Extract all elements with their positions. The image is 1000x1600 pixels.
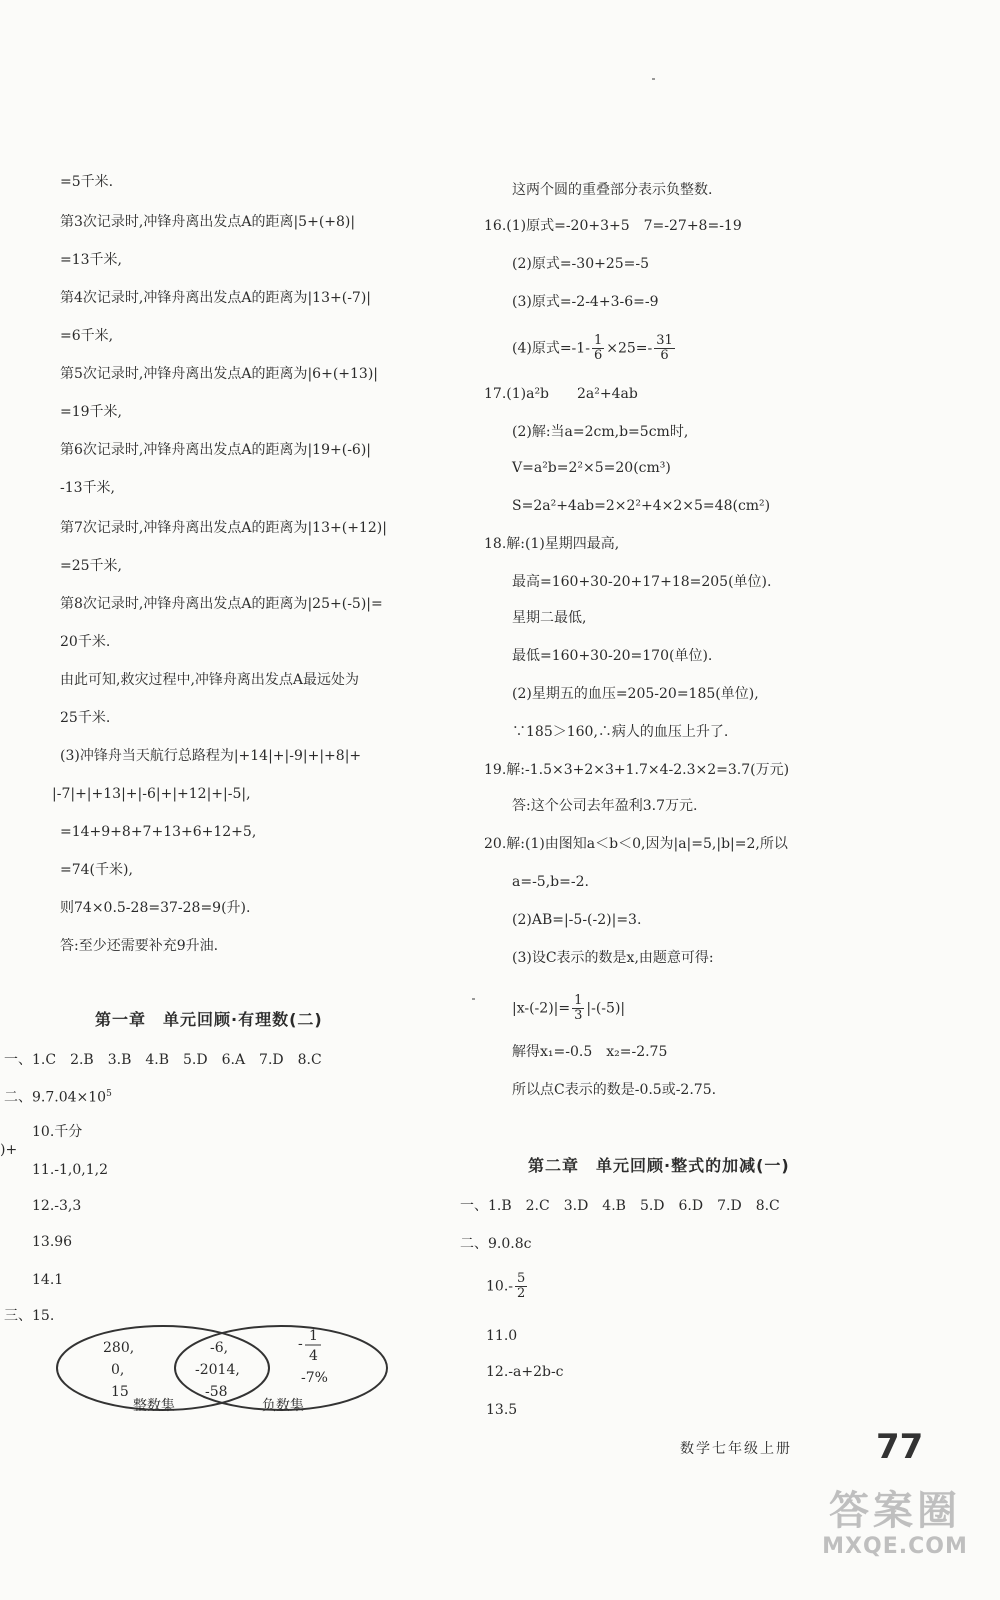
answer-line: a=-5,b=-2. [512,874,589,890]
answer-line: 13.96 [32,1234,73,1250]
answer-line: |x-(-2)|= $\frac{1}{3}$ |-(-5)| [512,993,626,1023]
speck [472,998,475,1000]
text-line: =6千米, [60,328,114,344]
answer-line: (3)原式=-2-4+3-6=-9 [512,294,659,310]
venn-item: 15 [111,1384,129,1400]
answer-line: 18.解:(1)星期四最高, [484,536,620,552]
answer-line: 20.解:(1)由图知a＜b＜0,因为|a|=5,|b|=2,所以 [484,836,788,852]
text-line: 第4次记录时,冲锋舟离出发点A的距离为|13+(-7)| [60,290,372,306]
text-line: 由此可知,救灾过程中,冲锋舟离出发点A最远处为 [60,672,360,688]
answer-line: 三、15. [4,1308,55,1324]
margin-mark: )+ [0,1142,18,1158]
fraction: $\frac{5}{2}$ [517,1271,526,1301]
answer-line: (3)设C表示的数是x,由题意可得: [512,950,714,966]
answer-line: ∵185＞160,∴病人的血压上升了. [512,724,729,740]
watermark [815,1488,975,1560]
text-line: =19千米, [60,404,122,420]
text-line: 第7次记录时,冲锋舟离出发点A的距离为|13+(+12)| [60,520,387,536]
fraction: $\frac{1}{6}$ [593,333,603,363]
answer-line: (2)解:当a=2cm,b=5cm时, [512,424,689,440]
text-line: |-7|+|+13|+|-6|+|+12|+|-5|, [52,786,251,802]
chapter-heading: 第二章 单元回顾·整式的加减(一) [528,1156,790,1175]
answer-line: 13.5 [486,1402,518,1418]
text-line: =14+9+8+7+13+6+12+5, [60,824,257,840]
text-line: 25千米. [60,710,111,726]
text-line: (3)冲锋舟当天航行总路程为|+14|+|-9|+|+8|+ [60,748,362,764]
answer-line: 11.0 [486,1328,518,1344]
answer-line: 解得x₁=-0.5 x₂=-2.75 [512,1044,668,1060]
text-line: 20千米. [60,634,111,650]
integer-set-label: 整数集 [133,1398,175,1414]
answer-line: 二、9.0.8c [460,1236,532,1252]
venn-item: -7% [301,1370,328,1386]
answer-line: S=2a²+4ab=2×2²+4×2×5=48(cm²) [512,498,771,514]
answer-line: V=a²b=2²×5=20(cm³) [512,460,671,476]
answer-line: 10.千分 [32,1124,83,1140]
answer-line: 19.解:-1.5×3+2×3+1.7×4-2.3×2=3.7(万元) [484,762,790,778]
venn-frac-den: 4 [309,1348,318,1364]
answer-line: (2)原式=-30+25=-5 [512,256,650,272]
text-line: =74(千米), [60,862,133,878]
text-line: 这两个圆的重叠部分表示负整数. [512,182,713,198]
answer-line: (2)星期五的血压=205-20=185(单位), [512,686,759,702]
negative-set-label: 负数集 [262,1398,304,1414]
answer-line: (4)原式=-1- $\frac{1}{6}$ ×25=- $\frac{31}{6}$ [512,333,673,363]
venn-frac-sign: - [298,1336,303,1352]
chapter-heading: 第一章 单元回顾·有理数(二) [95,1010,323,1029]
answer-line: 最高=160+30-20+17+18=205(单位). [512,574,772,590]
answer-line: 星期二最低, [512,610,587,626]
answer-line: 一、1.B 2.C 3.D 4.B 5.D 6.D 7.D 8.C [460,1198,780,1214]
answer-line: 答:这个公司去年盈利3.7万元. [512,798,698,814]
venn-item: -2014, [195,1362,240,1378]
venn-item: -58 [205,1384,228,1400]
text-line: =5千米. [60,174,114,190]
text-line: 第6次记录时,冲锋舟离出发点A的距离为|19+(-6)| [60,442,372,458]
venn-item: 0, [111,1362,125,1378]
fraction: $\frac{31}{6}$ [656,333,673,363]
venn-item: -6, [210,1340,229,1356]
answer-line: (2)AB=|-5-(-2)|=3. [512,912,642,928]
answer-line: 12.-a+2b-c [486,1364,564,1380]
fraction: $\frac{1}{3}$ [574,993,583,1023]
answer-line: 16.(1)原式=-20+3+5 7=-27+8=-19 [484,218,742,234]
answer-line: 最低=160+30-20=170(单位). [512,648,713,664]
text-line: 答:至少还需要补充9升油. [60,938,219,954]
venn-diagram [55,1320,395,1420]
text-line: 第3次记录时,冲锋舟离出发点A的距离|5+(+8)| [60,214,356,230]
answer-line: 一、1.C 2.B 3.B 4.B 5.D 6.A 7.D 8.C [4,1052,322,1068]
answer-line: 所以点C表示的数是-0.5或-2.75. [512,1082,717,1098]
book-label: 数学七年级上册 [680,1441,792,1457]
venn-item: 280, [103,1340,135,1356]
venn-frac-num: 1 [309,1328,318,1344]
text-line: 第5次记录时,冲锋舟离出发点A的距离为|6+(+13)| [60,366,379,382]
text-line: =25千米, [60,558,122,574]
text-line: 则74×0.5-28=37-28=9(升). [60,900,251,916]
page-number: 77 [876,1427,924,1467]
answer-line: 二、$9.7.04\times 10^5$ [4,1089,112,1106]
watermark-url: MXQE.COM [822,1534,968,1559]
watermark-text: 答案圈 [829,1488,961,1534]
text-line: 第8次记录时,冲锋舟离出发点A的距离为|25+(-5)|= [60,596,383,612]
speck [652,78,655,80]
text-line: =13千米, [60,252,122,268]
answer-line: 17.(1)a²b 2a²+4ab [484,386,638,402]
answer-line: 12.-3,3 [32,1198,82,1214]
text-line: -13千米, [60,480,115,496]
answer-line: 10.- $\frac{5}{2}$ [486,1271,526,1301]
answer-line: 14.1 [32,1272,64,1288]
answer-line: 11.-1,0,1,2 [32,1162,108,1178]
